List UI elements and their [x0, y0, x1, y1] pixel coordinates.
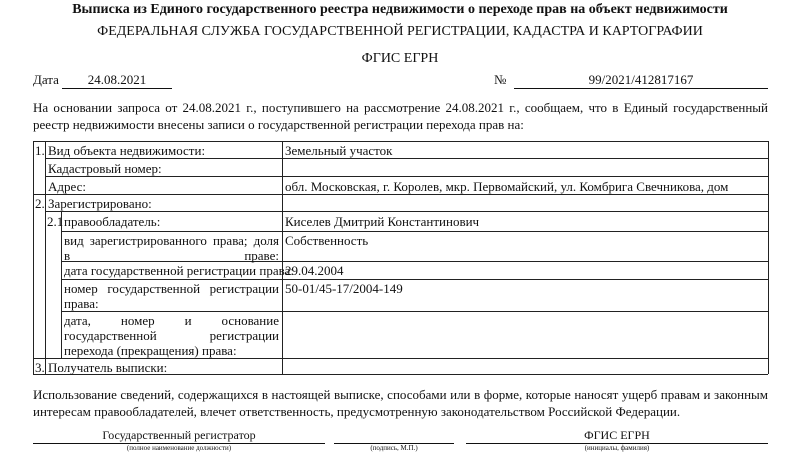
row-1-number: 1. [35, 143, 45, 158]
holder-label: правообладатель: [64, 214, 161, 229]
date-value: 24.08.2021 [62, 72, 172, 89]
registered-label: Зарегистрировано: [48, 196, 152, 211]
address-value: обл. Московская, г. Королев, мкр. Первомайский, ул. Комбрига Свечникова, дом [285, 179, 729, 194]
number-label: № [494, 72, 507, 87]
holder-value: Киселев Дмитрий Константинович [285, 214, 480, 229]
reg-number-value: 50-01/45-17/2004-149 [285, 281, 403, 296]
row-2-number: 2. [35, 196, 45, 211]
object-type-value: Земельный участок [285, 143, 393, 158]
signature-caption: (подпись, М.П.) [370, 444, 418, 452]
name-caption: (инициалы, фамилия) [584, 444, 650, 452]
system-name: ФГИС ЕГРН [361, 51, 439, 66]
signature-line [334, 428, 454, 444]
liability-warning: Использование сведений, содержащихся в настоящей выписке, способами или в форме, которые наносят ущерб правам и законным интересам правообладателей, влечет ответственность, предусмотренную законодательством Российской Федерации. [33, 387, 768, 419]
registrar-position: Государственный регистратор [33, 428, 325, 444]
right-type-value: Собственность [285, 233, 369, 248]
transfer-label: дата, номер и основание государственной регистрации перехода (прекращения) права: [64, 313, 279, 358]
intro-paragraph: На основании запроса от 24.08.2021 г., поступившего на рассмотрение 24.08.2021 г., сообщаем, что в Единый государственный реестр недвижимости внесены записи о государственной регистрации перехода прав на: [33, 100, 768, 132]
recipient-label: Получатель выписки: [48, 360, 168, 375]
reg-date-label: дата государственной регистрации права: [64, 263, 294, 278]
agency-name: ФЕДЕРАЛЬНАЯ СЛУЖБА ГОСУДАРСТВЕННОЙ РЕГИСТРАЦИИ, КАДАСТРА И КАРТОГРАФИИ [97, 24, 703, 39]
number-value: 99/2021/412817167 [514, 72, 768, 89]
date-label: Дата [33, 72, 59, 87]
document-title: Выписка из Единого государственного реестра недвижимости о переходе прав на объект недвижимости [72, 2, 728, 17]
registrar-name: ФГИС ЕГРН [466, 428, 768, 444]
reg-date-value: 29.04.2004 [285, 263, 344, 278]
row-2-1-number: 2.1 [47, 214, 64, 229]
address-label: Адрес: [48, 179, 86, 194]
right-type-label: вид зарегистрированного права; доля в праве: [64, 233, 279, 263]
object-type-label: Вид объекта недвижимости: [48, 143, 206, 158]
reg-number-label: номер государственной регистрации права: [64, 281, 279, 311]
row-3-number: 3. [35, 360, 45, 375]
position-caption: (полное наименование должности) [126, 444, 232, 452]
cadastral-label: Кадастровый номер: [48, 161, 162, 176]
